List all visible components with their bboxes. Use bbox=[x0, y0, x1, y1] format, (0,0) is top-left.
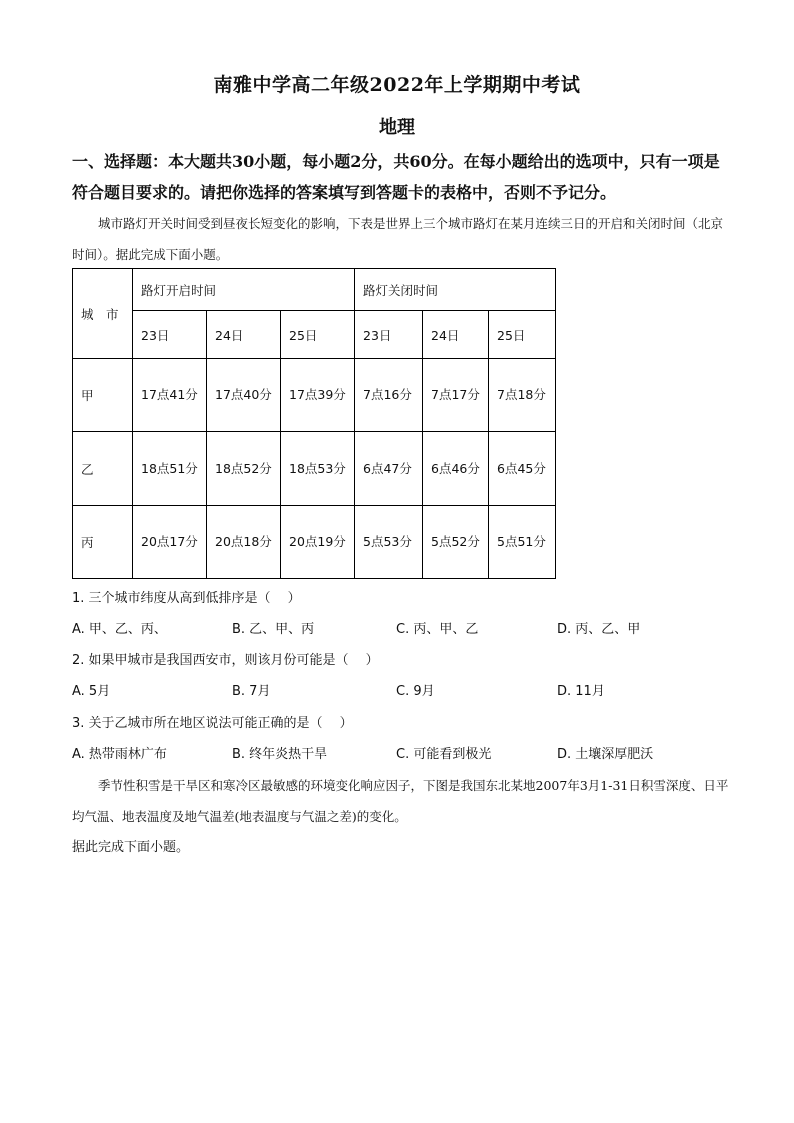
table-row bbox=[73, 432, 556, 506]
off-header-cell bbox=[355, 269, 556, 311]
question-1-option-b: B. 乙、甲、丙 bbox=[232, 622, 315, 637]
time-value: 7点18分 bbox=[497, 387, 546, 402]
time-cell bbox=[423, 359, 489, 432]
time-value: 20点19分 bbox=[289, 534, 346, 549]
question-3-option-a: A. 热带雨林广布 bbox=[72, 747, 167, 762]
question-1-stem: 1. 三个城市纬度从高到低排序是（ ） bbox=[72, 591, 301, 606]
time-cell bbox=[281, 506, 355, 579]
time-cell bbox=[423, 432, 489, 506]
time-value: 18点52分 bbox=[215, 460, 272, 476]
time-cell bbox=[355, 506, 423, 579]
time-value: 17点40分 bbox=[215, 387, 272, 402]
intro-paragraph: 城市路灯开关时间受到昼夜长短变化的影响，下表是世界上三个城市路灯在某月连续三日的开启和关闭时间（北京时间）。据此完成下面小题。 bbox=[72, 216, 724, 262]
question-1-option-a: A. 甲、乙、丙、 bbox=[72, 622, 167, 637]
time-value: 18点51分 bbox=[141, 460, 198, 476]
time-cell bbox=[133, 359, 207, 432]
time-value: 18点53分 bbox=[289, 460, 346, 476]
question-1-option-c: C. 丙、甲、乙 bbox=[396, 622, 479, 637]
time-value: 5点51分 bbox=[497, 534, 546, 549]
time-value: 5点52分 bbox=[431, 534, 480, 549]
time-cell bbox=[489, 432, 556, 506]
time-cell bbox=[281, 432, 355, 506]
time-value: 7点17分 bbox=[431, 387, 480, 402]
time-value: 6点47分 bbox=[363, 460, 412, 476]
instruction-line: 据此完成下面小题。 bbox=[72, 840, 190, 855]
city-cell: 甲 bbox=[73, 359, 133, 432]
time-value: 6点46分 bbox=[431, 460, 480, 476]
time-value: 17点41分 bbox=[141, 387, 198, 402]
time-cell bbox=[489, 359, 556, 432]
question-2-option-d: D. 11月 bbox=[557, 684, 605, 699]
streetlight-table bbox=[72, 268, 556, 579]
exam-title: 南雅中学高二年级2022年上学期期中考试 bbox=[213, 74, 581, 96]
time-cell bbox=[281, 359, 355, 432]
time-value: 7点16分 bbox=[363, 387, 412, 402]
day-header: 23日 bbox=[355, 311, 423, 359]
time-value: 17点39分 bbox=[289, 387, 346, 402]
snow-intro-paragraph: 季节性积雪是干旱区和寒冷区最敏感的环境变化响应因子，下图是我国东北某地2007年3月1-31日积雪深度、日平均气温、地表温度及地气温差(地表温度与气温之差)的变化。 bbox=[72, 778, 729, 824]
on-header-cell bbox=[133, 269, 355, 311]
day-header: 24日 bbox=[207, 311, 281, 359]
question-3-option-d: D. 土壤深厚肥沃 bbox=[557, 747, 654, 762]
question-1-option-d: D. 丙、乙、甲 bbox=[557, 622, 641, 637]
subject-title: 地理 bbox=[379, 117, 415, 138]
question-3-stem: 3. 关于乙城市所在地区说法可能正确的是（ ） bbox=[72, 716, 353, 731]
question-2-option-a: A. 5月 bbox=[72, 684, 111, 699]
time-value: 5点53分 bbox=[363, 534, 412, 549]
time-value: 6点45分 bbox=[497, 460, 546, 476]
question-2-option-b: B. 7月 bbox=[232, 684, 271, 699]
question-2-option-c: C. 9月 bbox=[396, 684, 435, 699]
question-3-option-b: B. 终年炎热干旱 bbox=[232, 747, 328, 762]
time-cell bbox=[355, 432, 423, 506]
time-cell bbox=[207, 359, 281, 432]
on-time-header: 路灯开启时间 bbox=[141, 282, 217, 298]
table-row bbox=[73, 506, 556, 579]
time-cell bbox=[133, 432, 207, 506]
day-header: 25日 bbox=[489, 311, 556, 359]
time-value: 20点18分 bbox=[215, 534, 272, 549]
question-2-stem: 2. 如果甲城市是我国西安市，则该月份可能是（ ） bbox=[72, 653, 379, 668]
time-cell bbox=[133, 506, 207, 579]
day-header: 25日 bbox=[281, 311, 355, 359]
day-header: 23日 bbox=[133, 311, 207, 359]
time-cell bbox=[423, 506, 489, 579]
city-header-cell bbox=[73, 269, 133, 359]
section-heading: 一、选择题：本大题共30小题，每小题2分，共60分。在每小题给出的选项中，只有一项是符合题目要求的。请把你选择的答案填写到答题卡的表格中，否则不予记分。 bbox=[72, 152, 720, 202]
time-value: 20点17分 bbox=[141, 534, 198, 549]
city-cell: 乙 bbox=[73, 432, 133, 506]
off-time-header: 路灯关闭时间 bbox=[363, 282, 439, 298]
city-header: 城 市 bbox=[81, 306, 119, 322]
time-cell bbox=[355, 359, 423, 432]
table-row bbox=[73, 359, 556, 432]
question-3-option-c: C. 可能看到极光 bbox=[396, 747, 492, 762]
time-cell bbox=[207, 506, 281, 579]
time-cell bbox=[207, 432, 281, 506]
day-header: 24日 bbox=[423, 311, 489, 359]
city-cell: 丙 bbox=[73, 506, 133, 579]
time-cell bbox=[489, 506, 556, 579]
